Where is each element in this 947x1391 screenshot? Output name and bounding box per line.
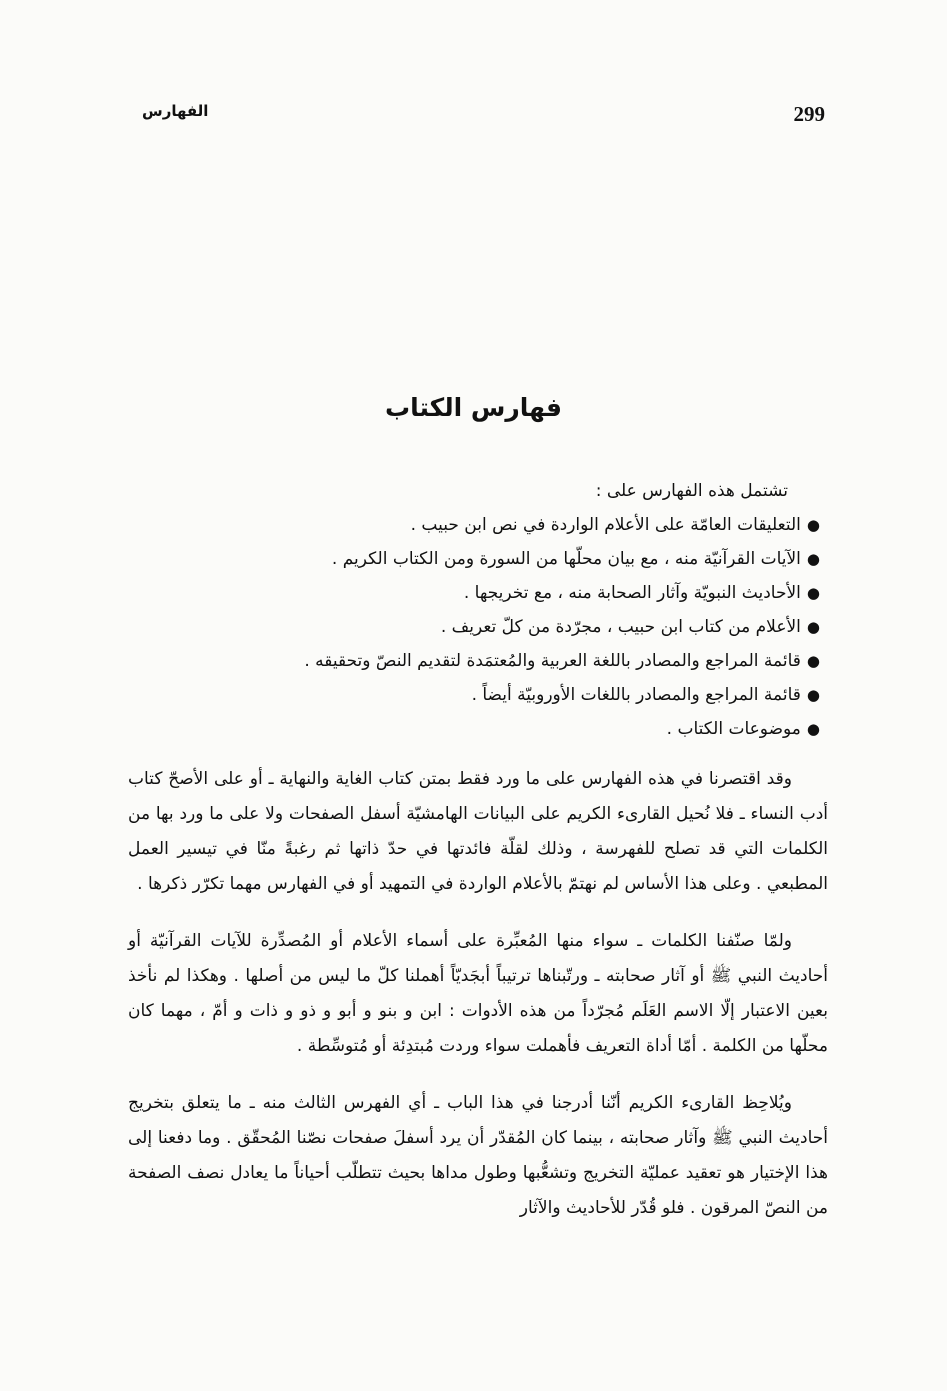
paragraph <box>128 762 828 902</box>
bullet-icon: ● <box>806 516 820 534</box>
list-item-text: موضوعات الكتاب . <box>666 719 801 739</box>
paragraph-text: ويُلاحِظ القارىء الكريم أنّنا أدرجنا في هذا الباب ـ أي الفهرس الثالث منه ـ ما يتعلق بتخريج أحاديث النبي ﷺ وآثار صحابته ، بينما كان المُقدّر أن يرد أسفلَ صفحات نصّنا المُحقّق . وما دفعنا إلى هذا الإختيار هو تعقيد عمليّة التخريج وتشعُّبها وطول مداها بحيث تتطلّب أحياناً ما يعادل نصف الصفحة من النصّ المرقون . فلو قُدّر للأحاديث والآثار <box>128 1093 828 1218</box>
page-title: فهارس الكتاب <box>384 393 563 422</box>
list-item-text: قائمة المراجع والمصادر باللغات الأوروبيّة أيضاً . <box>471 685 801 705</box>
paragraph <box>128 924 828 1064</box>
list-item-text: التعليقات العامّة على الأعلام الواردة في نص ابن حبيب . <box>410 515 801 535</box>
list-item <box>128 644 820 678</box>
list-item-text: الأحاديث النبويّة وآثار الصحابة منه ، مع تخريجها . <box>463 583 801 603</box>
paragraph <box>128 1086 828 1226</box>
list-item <box>128 508 820 542</box>
bullet-icon: ● <box>806 550 820 568</box>
bullet-icon: ● <box>806 584 820 602</box>
page-number: 299 <box>793 102 825 126</box>
main-content <box>128 474 828 1226</box>
list-item-text: الأعلام من كتاب ابن حبيب ، مجرّدة من كلّ تعريف . <box>440 617 801 637</box>
list-item <box>128 542 820 576</box>
paragraph-text: ولمّا صنّفنا الكلمات ـ سواء منها المُعبِّرة على أسماء الأعلام أو المُصدِّرة للآيات القرآنيّة أو أحاديث النبي ﷺ أو آثار صحابته ـ ورتّبناها ترتيباً أبجَديّاً أهملنا كلّ ما ليس من أصلها . وهكذا لم نأخذ بعين الاعتبار إلّا الاسم العَلَم مُجرّداً من هذه الأدوات : ابن و بنو و أبو و ذو و ذات و أمّ ، مهما كان محلّها من الكلمة . أمّا أداة التعريف فأهملت سواء وردت مُبتدِئة أو مُتوسِّطة . <box>128 931 828 1056</box>
list-item <box>128 712 820 746</box>
list-item-text: الآيات القرآنيّة منه ، مع بيان محلّها من السورة ومن الكتاب الكريم . <box>331 549 801 569</box>
running-header <box>142 102 825 130</box>
list-item-text: قائمة المراجع والمصادر باللغة العربية والمُعتمَدة لتقديم النصّ وتحقيقه . <box>304 651 801 671</box>
paragraph-text: وقد اقتصرنا في هذه الفهارس على ما ورد فقط بمتن كتاب الغاية والنهاية ـ أو على الأصحّ كتاب أدب النساء ـ فلا نُحيل القارىء الكريم على البيانات الهامشيّة أسفل الصفحات ولا على ما ورد بها من الكلمات التي قد تصلح للفهرسة ، وذلك لقلّة فائدتها في حدّ ذاتها ثم رغبةً منّا في تيسير العمل المطبعي . وعلى هذا الأساس لم نهتمّ بالأعلام الواردة في التمهيد أو في الفهارس مهما تكرّر ذكرها . <box>128 769 828 894</box>
list-item <box>128 678 820 712</box>
list-item <box>128 610 820 644</box>
index-list <box>128 508 828 746</box>
bullet-icon: ● <box>806 652 820 670</box>
bullet-icon: ● <box>806 720 820 738</box>
intro-line: تشتمل هذه الفهارس على : <box>595 481 788 501</box>
bullet-icon: ● <box>806 618 820 636</box>
list-item <box>128 576 820 610</box>
running-header-section: الفهارس <box>142 102 209 120</box>
bullet-icon: ● <box>806 686 820 704</box>
